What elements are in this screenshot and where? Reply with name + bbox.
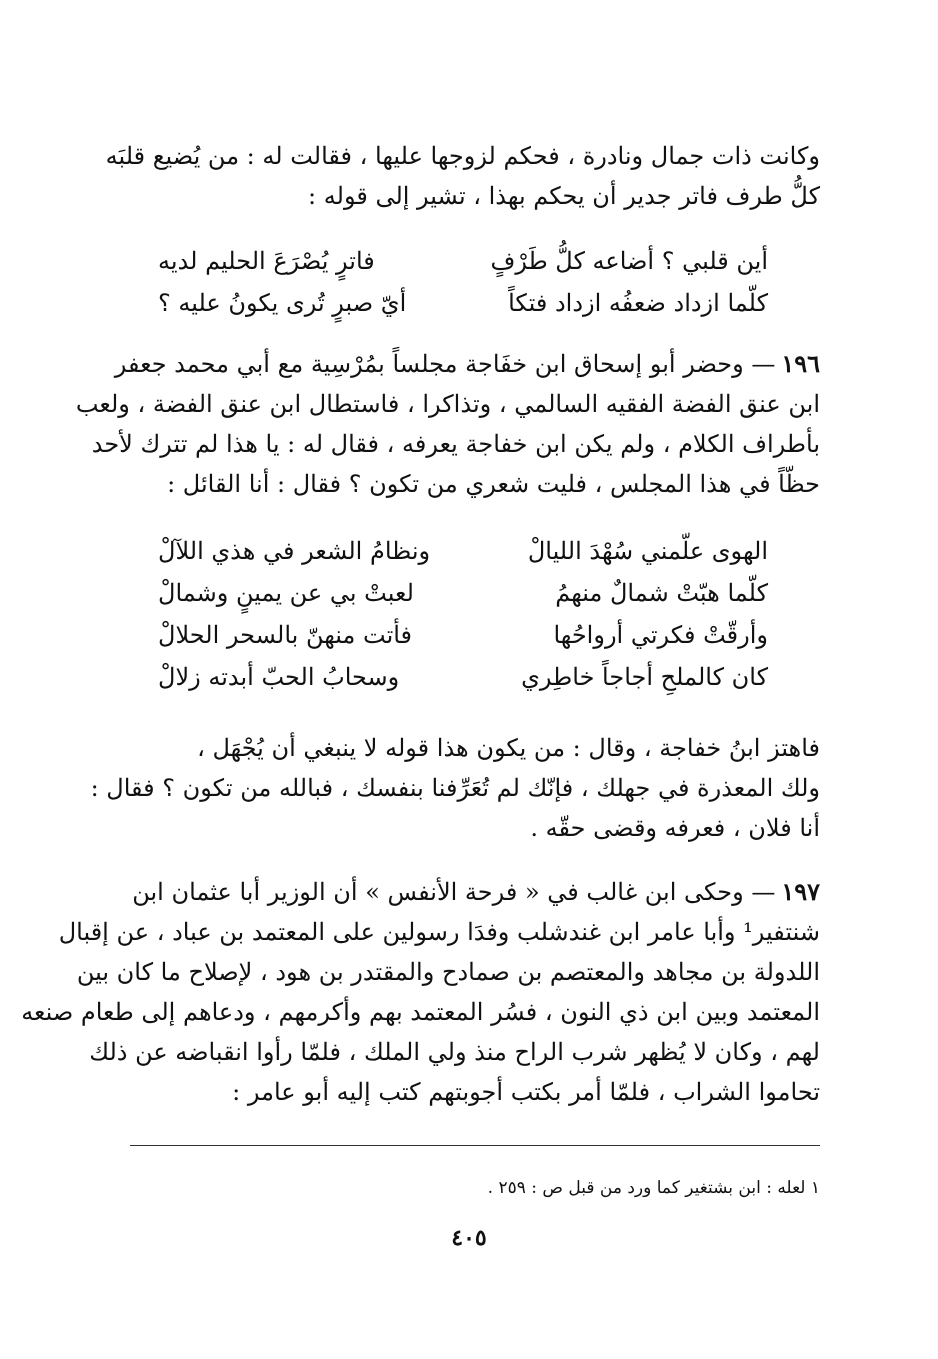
section-196-line: بأطراف الكلام ، ولم يكن ابن خفاجة يعرفه ، فقال له : يا هذا لم تترك لأحد [91, 430, 820, 458]
section-196-line: ابن عنق الفضة الفقيه السالمي ، وتذاكرا ، فاستطال ابن عنق الفضة ، ولعب [75, 390, 820, 418]
section-197-line: تحاموا الشراب ، فلمّا أمر بكتب أجوبتهم كتب إليه أبو عامر : [232, 1078, 820, 1106]
verse-second-hemistich: فاترٍ يُصْرَعَ الحليم لديه [158, 247, 375, 275]
verse-second-hemistich: أيّ صبرٍ تُرى يكونُ عليه ؟ [158, 289, 407, 317]
paragraph-line: فاهتز ابنُ خفاجة ، وقال : من يكون هذا قوله لا ينبغي أن يُجْهَل ، [197, 734, 820, 762]
verse-second-hemistich: وسحابُ الحبّ أبدته زلالْ [158, 663, 400, 691]
paragraph-line: ولك المعذرة في جهلك ، فإنّك لم تُعَرِّفنا بنفسك ، فبالله من تكون ؟ فقال : [90, 774, 820, 802]
section-196-line: ١٩٦— وحضر أبو إسحاق ابن خفَاجة مجلساً بمُرْسِية مع أبي محمد جعفر [114, 349, 820, 378]
verse [158, 656, 768, 698]
intro-line: وكانت ذات جمال ونادرة ، فحكم لزوجها عليها ، فقالت له : من يُضيع قلبَه [105, 142, 820, 170]
verse-first-hemistich: كلّما ازداد ضعفُه ازداد فتكاً [508, 289, 768, 317]
verse-second-hemistich: لعبتْ بي عن يمينٍ وشمالْ [158, 579, 414, 607]
verse-first-hemistich: كان كالملحِ أجاجاً خاطِري [521, 663, 768, 691]
verse [158, 614, 768, 656]
paragraph-line: أنا فلان ، فعرفه وقضى حقّه . [530, 814, 820, 842]
section-197-line: ١٩٧— وحكى ابن غالب في « فرحة الأنفس » أن الوزير أبا عثمان ابن [132, 877, 820, 906]
section-number: ١٩٧ [781, 877, 820, 906]
verse-second-hemistich: فأتت منهنّ بالسحر الحلالْ [158, 621, 413, 649]
section-197 [21, 872, 820, 1112]
section-number: ١٩٦ [781, 349, 820, 378]
section-196-line: حظّاً في هذا المجلس ، فليت شعري من تكون ؟ فقال : أنا القائل : [167, 470, 820, 498]
section-197-line: المعتمد وبين ابن ذي النون ، فسُر المعتمد بهم وأكرمهم ، ودعاهم إلى طعام صنعه [21, 998, 820, 1026]
verse-first-hemistich: أين قلبي ؟ أضاعه كلُّ طَرْفٍ [490, 247, 768, 275]
verse-second-hemistich: ونظامُ الشعر في هذي اللآلْ [158, 537, 431, 565]
intro-paragraph [105, 136, 820, 216]
section-197-line: اللدولة بن مجاهد والمعتصم بن صمادح والمقتدر بن هود ، لإصلاح ما كان بين [76, 958, 820, 986]
poem-1 [158, 240, 768, 324]
verse [158, 282, 768, 324]
footnote-divider [130, 1145, 820, 1146]
poem-2 [158, 530, 768, 698]
after-196-paragraph [90, 728, 820, 848]
verse-first-hemistich: كلّما هبّتْ شمالٌ منهمُ [555, 579, 768, 607]
page-number: ٤٠٥ [451, 1225, 487, 1251]
verse [158, 572, 768, 614]
section-197-line: لهم ، وكان لا يُظهر شرب الراح منذ ولي الملك ، فلمّا رأوا انقباضه عن ذلك [89, 1038, 820, 1066]
section-196 [75, 344, 820, 504]
verse [158, 240, 768, 282]
section-197-line: شنتفير¹ وأبا عامر ابن غندشلب وفدَا رسولين على المعتمد بن عباد ، عن إقبال [58, 918, 820, 946]
verse-first-hemistich: الهوى علّمني سُهْدَ الليالْ [527, 537, 768, 565]
verse [158, 530, 768, 572]
verse-first-hemistich: وأرقّتْ فكرتي أرواحُها [553, 621, 768, 649]
footnote: ١ لعله : ابن بشتغير كما ورد من قبل ص : ٢٥٩ . [487, 1178, 820, 1198]
intro-line: كلُّ طرف فاتر جدير أن يحكم بهذا ، تشير إلى قوله : [308, 182, 820, 210]
